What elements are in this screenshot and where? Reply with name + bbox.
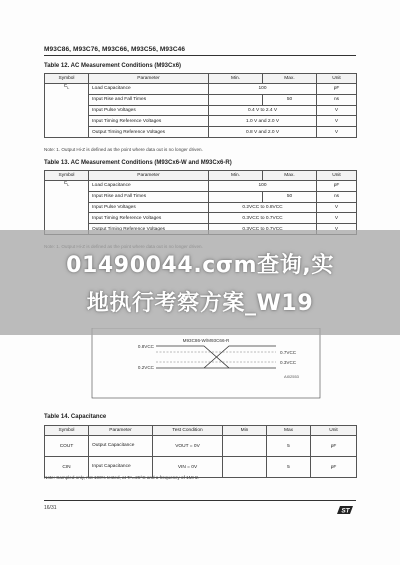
condition-cell: VIN = 0V bbox=[153, 457, 223, 478]
col-header: Max. bbox=[263, 74, 317, 84]
symbol-cell: $C_L$ bbox=[45, 181, 89, 235]
table14-title: Table 14. Capacitance bbox=[44, 414, 107, 420]
unit-cell: pF bbox=[317, 84, 357, 95]
col-header: Parameter bbox=[89, 171, 209, 181]
value-cell: 0.2VCC to 0.8VCC bbox=[209, 202, 317, 213]
ac-measurement-waveform bbox=[44, 328, 356, 400]
table13 bbox=[44, 170, 357, 235]
table-row bbox=[45, 94, 357, 105]
param-cell: Input Rise and Fall Times bbox=[89, 191, 209, 202]
table13-header-row bbox=[45, 171, 357, 181]
unit-cell: pF bbox=[311, 436, 357, 457]
st-logo-icon bbox=[336, 505, 354, 515]
value-cell: 0.3VCC to 0.7VCC bbox=[209, 213, 317, 224]
param-cell: Input Pulse Voltages bbox=[89, 105, 209, 116]
col-header: Symbol bbox=[45, 74, 89, 84]
col-header: Max. bbox=[263, 171, 317, 181]
col-header: Parameter bbox=[89, 426, 153, 436]
unit-cell: ns bbox=[317, 94, 357, 105]
col-header: Symbol bbox=[45, 426, 89, 436]
param-cell: Input Timing Reference Voltages bbox=[89, 116, 209, 127]
table14 bbox=[44, 425, 357, 478]
param-cell: Input Timing Reference Voltages bbox=[89, 213, 209, 224]
ref-low-label: 0.3VCC bbox=[280, 360, 297, 365]
st-logo-text: ST bbox=[341, 507, 350, 515]
figure-title: M93C86-W/M93C66-R bbox=[182, 338, 230, 343]
max-cell: 50 bbox=[263, 191, 317, 202]
page-number: 16/31 bbox=[44, 505, 57, 511]
max-cell: 5 bbox=[267, 457, 311, 478]
min-cell bbox=[209, 94, 263, 105]
value-cell: 0.8 V and 2.0 V bbox=[209, 127, 317, 138]
unit-cell: pF bbox=[311, 457, 357, 478]
min-cell bbox=[223, 436, 267, 457]
col-header: Min. bbox=[209, 171, 263, 181]
col-header: Min bbox=[223, 426, 267, 436]
table-row bbox=[45, 84, 357, 95]
unit-cell: V bbox=[317, 213, 357, 224]
table-row bbox=[45, 105, 357, 116]
col-header: Symbol bbox=[45, 171, 89, 181]
max-cell: 5 bbox=[267, 436, 311, 457]
watermark-banner bbox=[0, 230, 400, 335]
unit-cell: V bbox=[317, 127, 357, 138]
table-row bbox=[45, 202, 357, 213]
st-logo bbox=[336, 502, 354, 515]
col-header: Max bbox=[267, 426, 311, 436]
value-cell: 100 bbox=[209, 84, 317, 95]
unit-cell: ns bbox=[317, 191, 357, 202]
min-cell bbox=[209, 191, 263, 202]
unit-cell: V bbox=[317, 116, 357, 127]
table-row bbox=[45, 436, 357, 457]
param-cell: Input Capacitance bbox=[89, 457, 153, 478]
input-waveform bbox=[156, 346, 276, 368]
table12-header-row bbox=[45, 74, 357, 84]
param-cell: Output Capacitance bbox=[89, 436, 153, 457]
value-cell: 0.4 V to 2.4 V bbox=[209, 105, 317, 116]
param-cell: Output Timing Reference Voltages bbox=[89, 127, 209, 138]
table13-title: Table 13. AC Measurement Conditions (M93Cx6-W and M93Cx6-R) bbox=[44, 160, 232, 166]
symbol-subscript: L bbox=[67, 85, 70, 90]
figure-code: AI02553 bbox=[284, 374, 299, 379]
table-row bbox=[45, 213, 357, 224]
symbol-cell: COUT bbox=[45, 436, 89, 457]
max-cell: 50 bbox=[263, 94, 317, 105]
symbol-cell: $C_L$ bbox=[45, 84, 89, 138]
param-cell: Load Capacitance bbox=[89, 181, 209, 192]
table12-note: Note: 1. Output Hi-Z is defined as the point where data out is no longer driven. bbox=[44, 147, 203, 152]
symbol-cell: CIN bbox=[45, 457, 89, 478]
param-cell: Input Pulse Voltages bbox=[89, 202, 209, 213]
page-header: M93C86, M93C76, M93C66, M93C56, M93C46 bbox=[44, 46, 186, 53]
table12 bbox=[44, 73, 357, 138]
watermark-line-2: 地执行考察方案_W19 bbox=[86, 291, 314, 316]
watermark-line-1: 01490044.cσm查询,实 bbox=[66, 253, 334, 278]
value-cell: 100 bbox=[209, 181, 317, 192]
table-row bbox=[45, 181, 357, 192]
col-header: Min. bbox=[209, 74, 263, 84]
col-header: Unit bbox=[317, 171, 357, 181]
table14-header-row bbox=[45, 426, 357, 436]
in-low-label: 0.2VCC bbox=[137, 365, 154, 370]
symbol-subscript: L bbox=[67, 182, 70, 187]
table-row bbox=[45, 116, 357, 127]
table-row bbox=[45, 191, 357, 202]
col-header: Parameter bbox=[89, 74, 209, 84]
param-cell: Input Rise and Fall Times bbox=[89, 94, 209, 105]
in-high-label: 0.8VCC bbox=[137, 344, 154, 349]
unit-cell: V bbox=[317, 202, 357, 213]
value-cell: 1.0 V and 2.0 V bbox=[209, 116, 317, 127]
unit-cell: pF bbox=[317, 181, 357, 192]
col-header: Test Condition bbox=[153, 426, 223, 436]
footer-rule bbox=[44, 500, 356, 501]
header-rule bbox=[44, 55, 356, 56]
table14-note: Note: Sampled only, not 100% tested, at TA=25°C and a frequency of 1MHz. bbox=[44, 475, 200, 480]
condition-cell: VOUT = 0V bbox=[153, 436, 223, 457]
col-header: Unit bbox=[317, 74, 357, 84]
unit-cell: V bbox=[317, 105, 357, 116]
table12-title: Table 12. AC Measurement Conditions (M93Cx6) bbox=[44, 63, 182, 69]
param-cell: Load Capacitance bbox=[89, 84, 209, 95]
ref-high-label: 0.7VCC bbox=[280, 350, 297, 355]
col-header: Unit bbox=[311, 426, 357, 436]
min-cell bbox=[223, 457, 267, 478]
table-row bbox=[45, 127, 357, 138]
